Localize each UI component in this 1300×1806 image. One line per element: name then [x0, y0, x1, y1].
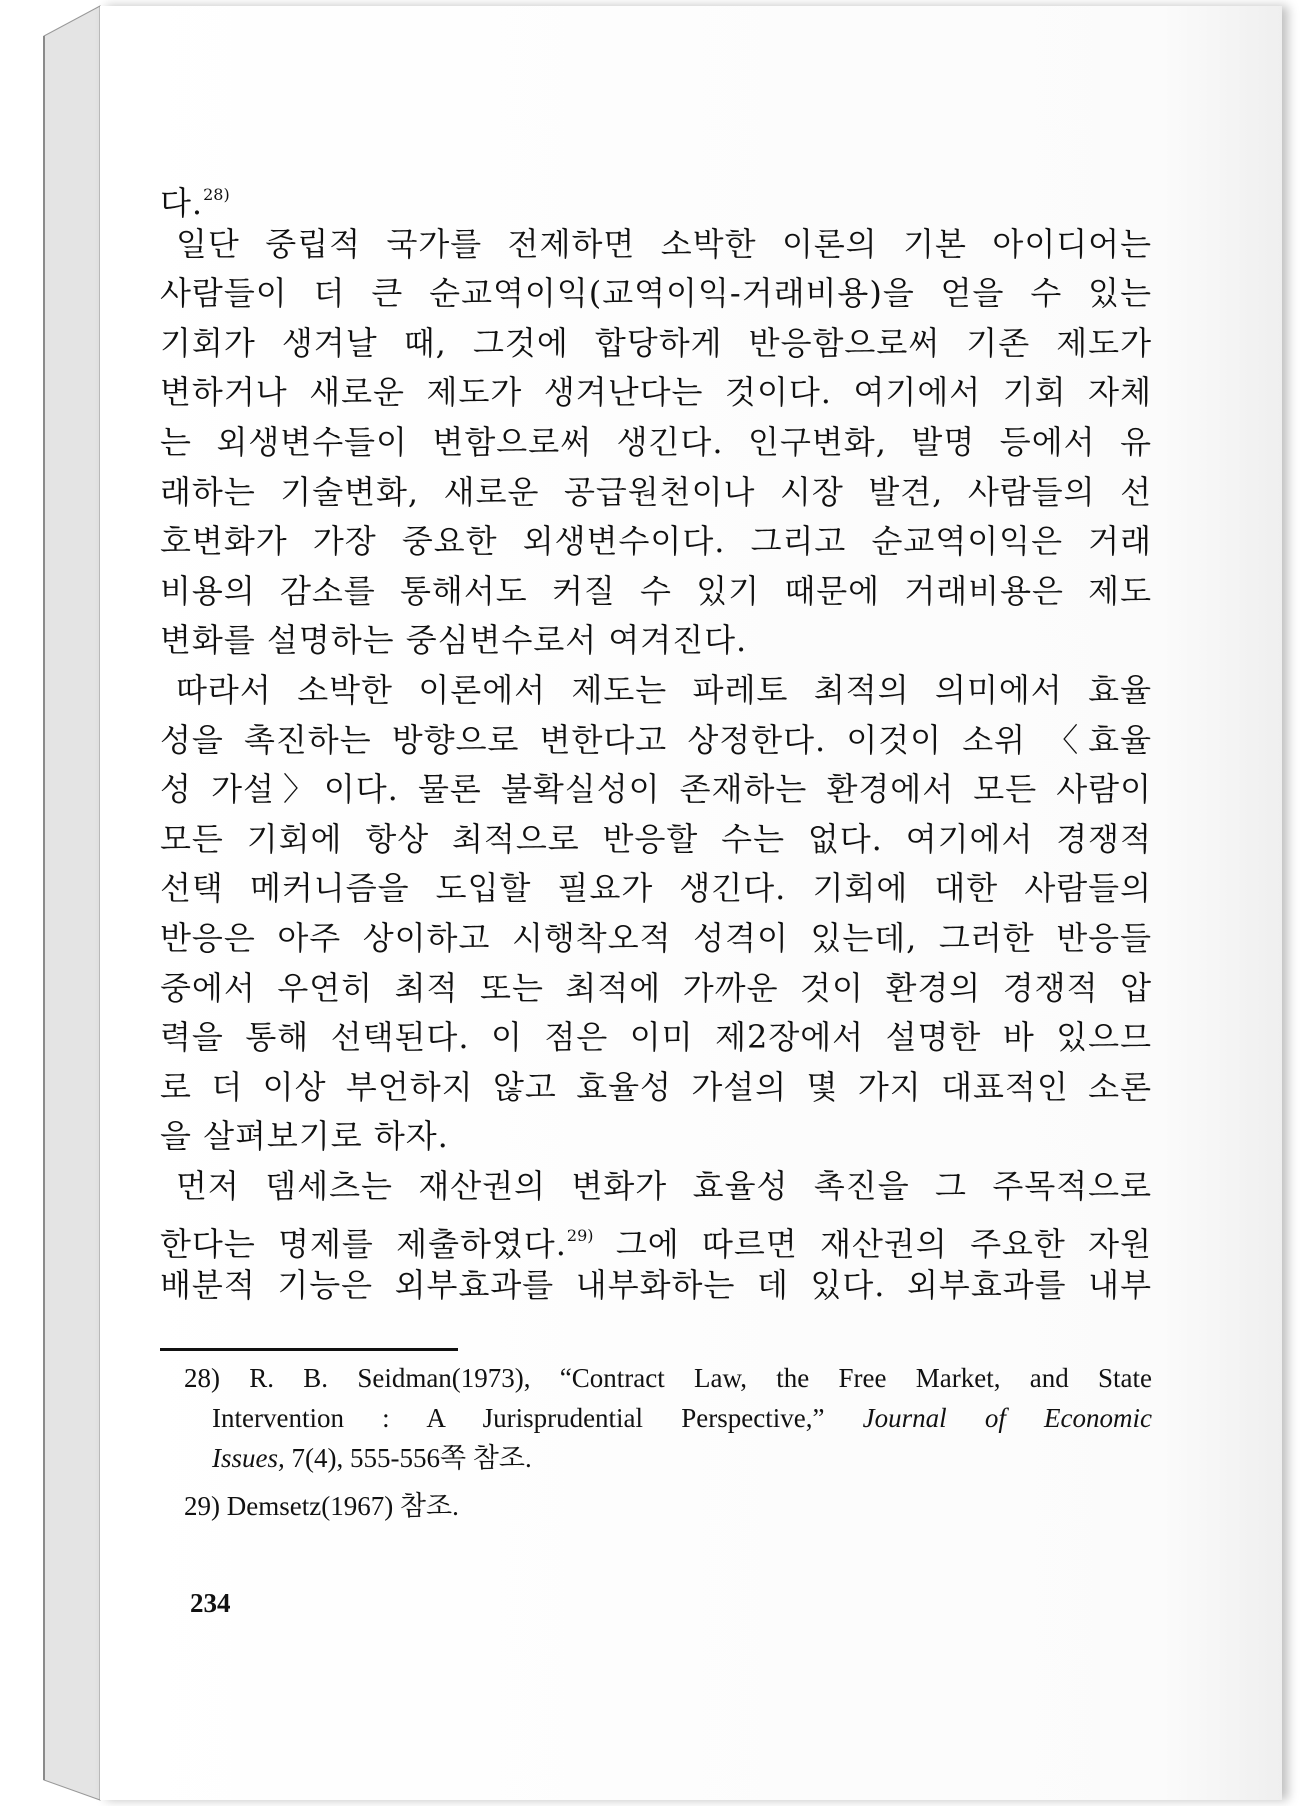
text-line: 기회가 생겨날 때, 그것에 합당하게 반응함으로써 기존 제도가 — [160, 323, 1152, 362]
paragraph-start-line: 먼저 뎀세츠는 재산권의 변화가 효율성 촉진을 그 주목적으로 — [176, 1166, 1152, 1205]
paragraph-start-line: 따라서 소박한 이론에서 제도는 파레토 최적의 의미에서 효율 — [176, 670, 1152, 709]
footnote-28-line — [184, 1398, 1152, 1438]
footnote-divider — [160, 1348, 458, 1351]
text-line: 래하는 기술변화, 새로운 공급원천이나 시장 발견, 사람들의 선 — [160, 472, 1152, 511]
footnote-28-line: 28) R. B. Seidman(1973), “Contract Law, the Free Market, and State — [184, 1363, 1152, 1393]
text-line: 는 외생변수들이 변함으로써 생긴다. 인구변화, 발명 등에서 유 — [160, 422, 1152, 461]
text-line: 모든 기회에 항상 최적으로 반응할 수는 없다. 여기에서 경쟁적 — [160, 819, 1152, 858]
paragraph-end-line: 변화를 설명하는 중심변수로서 여겨진다. — [160, 621, 748, 660]
body-text — [160, 170, 1152, 1311]
text-fragment: 다. — [160, 184, 204, 220]
text-line: 배분적 기능은 외부효과를 내부화하는 데 있다. 외부효과를 내부 — [160, 1266, 1152, 1305]
text-line: 반응은 아주 상이하고 시행착오적 성격이 있는데, 그러한 반응들 — [160, 918, 1152, 957]
footnote-29: 29) Demsetz(1967) 참조. — [184, 1491, 459, 1521]
text-fragment: Intervention : A Jurisprudential Perspective,” — [212, 1403, 863, 1433]
text-line: 선택 메커니즘을 도입할 필요가 생긴다. 기회에 대한 사람들의 — [160, 869, 1152, 908]
text-fragment: 한다는 명제를 제출하였다. — [160, 1225, 567, 1262]
text-line — [160, 170, 1152, 220]
text-line: 사람들이 더 큰 순교역이익(교역이익-거래비용)을 얻을 수 있는 — [160, 274, 1152, 313]
journal-title: Journal of Economic — [862, 1403, 1152, 1433]
text-line: 변하거나 새로운 제도가 생겨난다는 것이다. 여기에서 기회 자체 — [160, 373, 1152, 412]
text-fragment: 7(4), 555-556쪽 참조. — [284, 1443, 532, 1473]
text-line: 성을 촉진하는 방향으로 변한다고 상정한다. 이것이 소위 〈효율 — [160, 720, 1152, 759]
journal-title: Issues, — [212, 1443, 285, 1473]
text-line: 력을 통해 선택된다. 이 점은 이미 제2장에서 설명한 바 있으므 — [160, 1018, 1152, 1057]
paragraph-end-line: 을 살펴보기로 하자. — [160, 1117, 449, 1156]
footnote-ref-28: 28) — [203, 185, 230, 204]
footnotes — [184, 1358, 1152, 1526]
footnote-ref-29: 29) — [566, 1226, 594, 1246]
text-fragment: 그에 따르면 재산권의 주요한 자원 — [593, 1225, 1152, 1262]
footnote-28-line — [184, 1438, 1152, 1478]
text-line: 중에서 우연히 최적 또는 최적에 가까운 것이 환경의 경쟁적 압 — [160, 968, 1152, 1007]
paragraph-start-line: 일단 중립적 국가를 전제하면 소박한 이론의 기본 아이디어는 — [176, 224, 1152, 263]
text-line: 로 더 이상 부언하지 않고 효율성 가설의 몇 가지 대표적인 소론 — [160, 1067, 1152, 1106]
text-line: 비용의 감소를 통해서도 커질 수 있기 때문에 거래비용은 제도 — [160, 571, 1152, 610]
text-line: 호변화가 가장 중요한 외생변수이다. 그리고 순교역이익은 거래 — [160, 522, 1152, 561]
page-number: 234 — [190, 1588, 231, 1618]
text-line: 성 가설〉이다. 물론 불확실성이 존재하는 환경에서 모든 사람이 — [160, 770, 1152, 809]
footnote-spacer — [184, 1478, 1152, 1486]
text-line — [160, 1211, 1152, 1261]
